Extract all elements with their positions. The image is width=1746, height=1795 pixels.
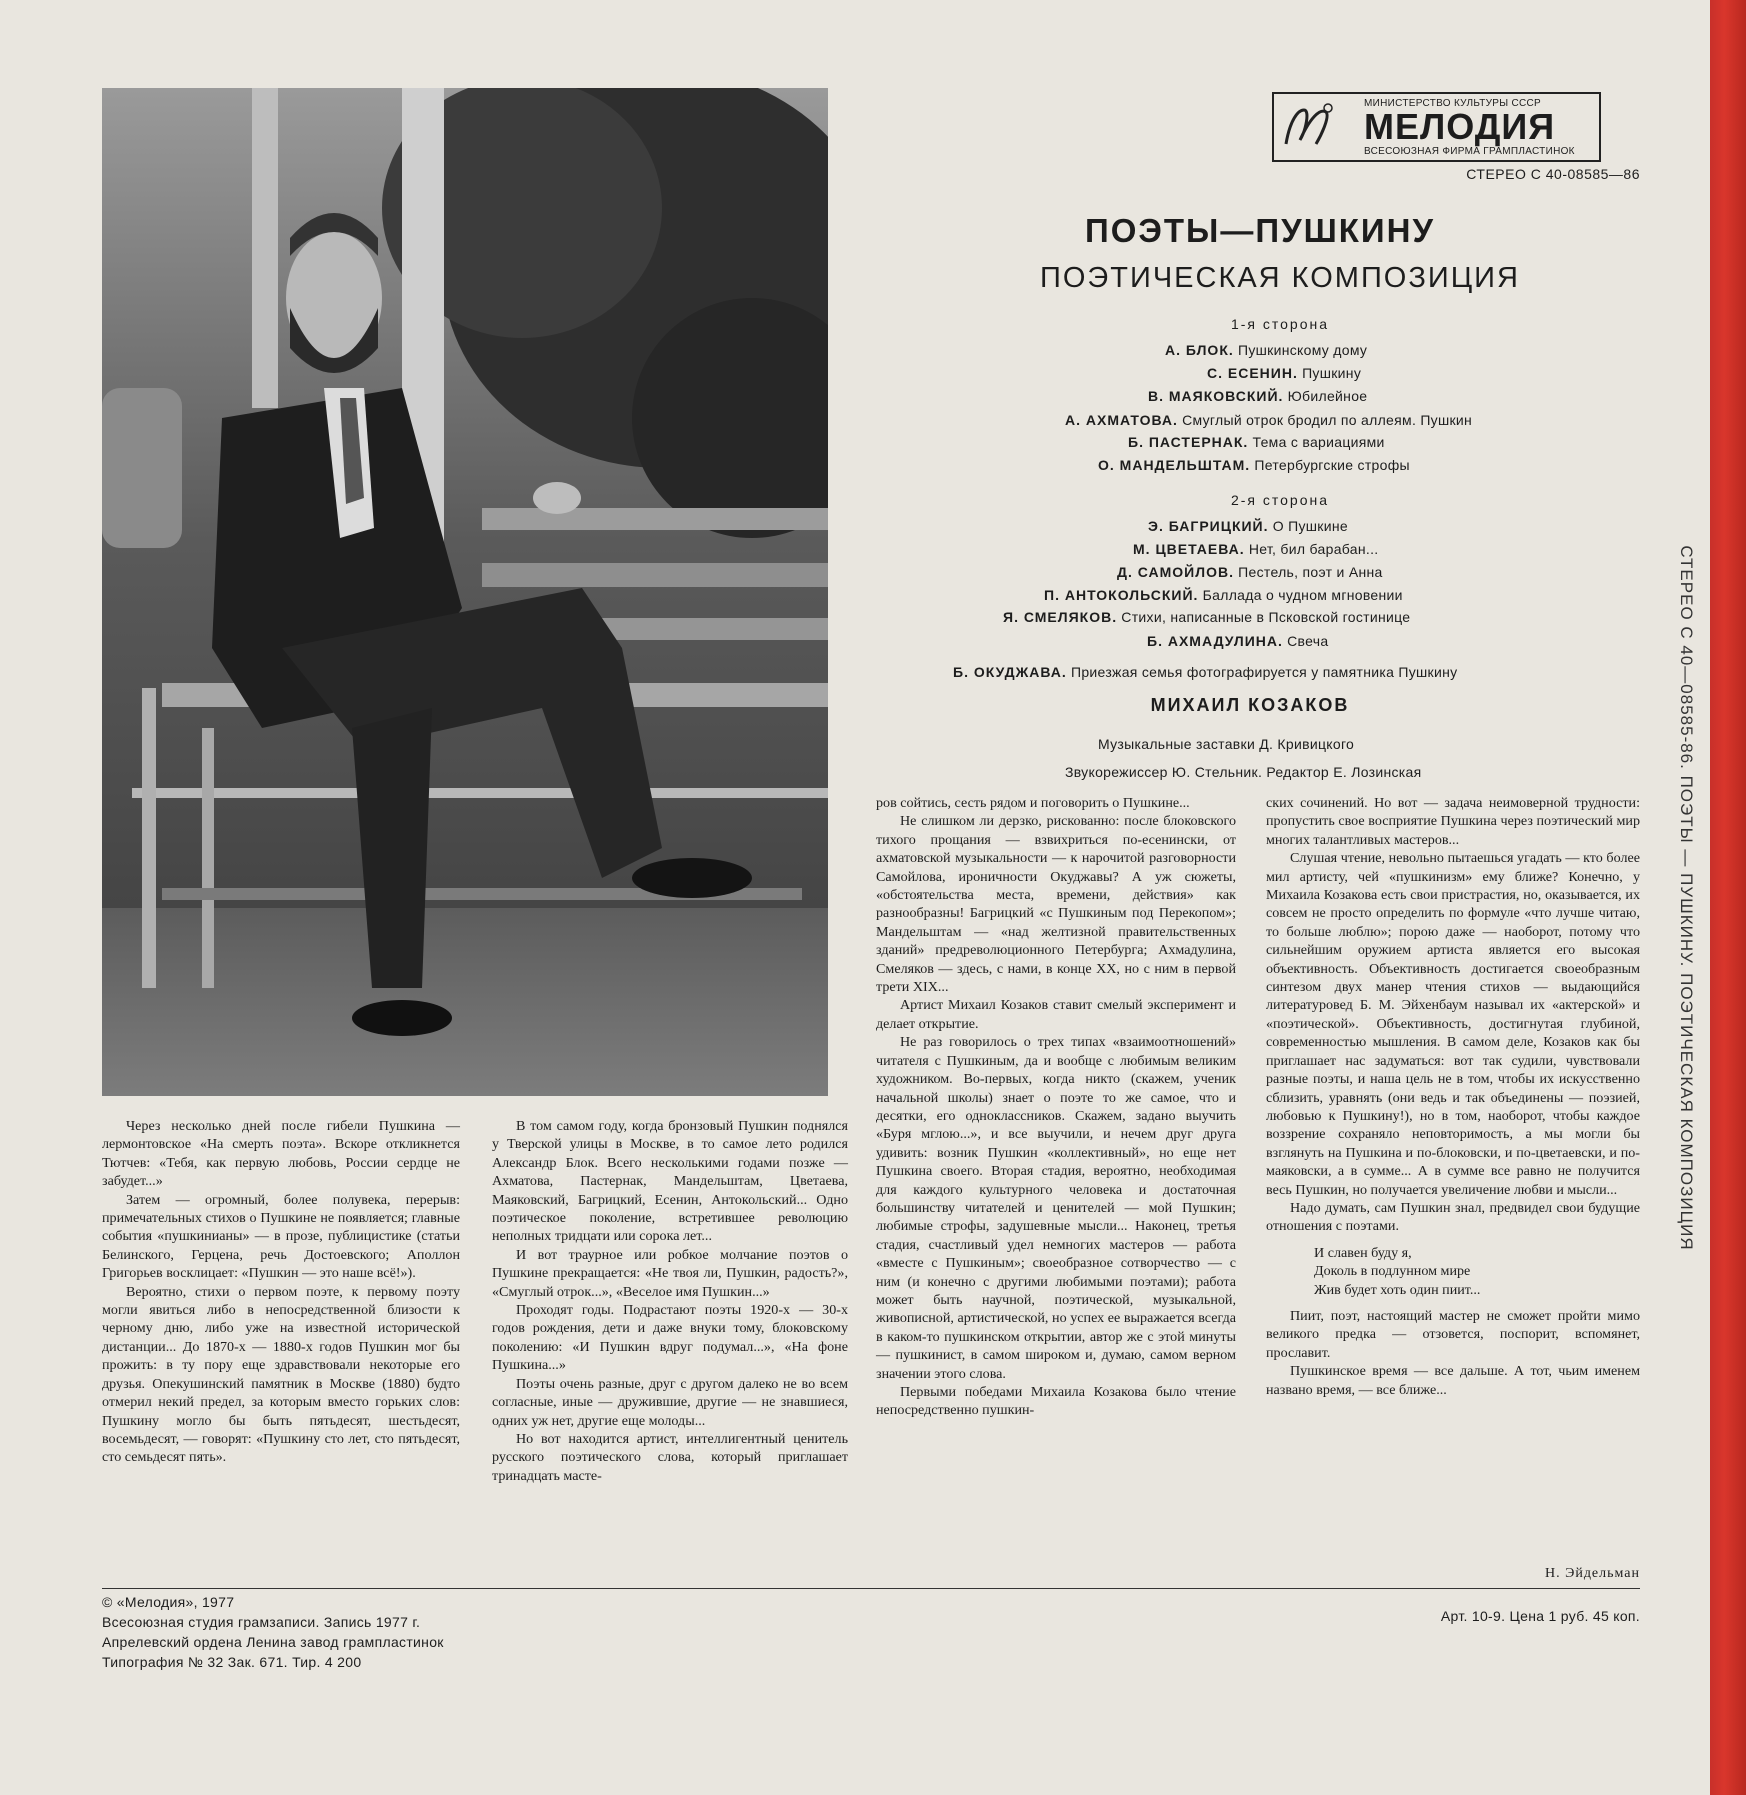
sleeve-spine (1662, 0, 1710, 1795)
portrait-photo (102, 88, 828, 1096)
spine-text: СТЕРЕО С 40—08585-86. ПОЭТЫ — ПУШКИНУ. ПОЭТИЧЕСКАЯ КОМПОЗИЦИЯ (1677, 544, 1696, 1251)
album-title: ПОЭТЫ—ПУШКИНУ (1085, 212, 1435, 249)
side1-track: В. МАЯКОВСКИЙ. Юбилейное (1148, 388, 1368, 404)
essay-column-1: Через несколько дней после гибели Пушкина — лермонтовское «На смерть поэта». Вскоре откликнется Тютчев: «Тебя, как первую любовь, России сердце не забудет...» Затем — огромный, более полувека, перерыв: примечательных стихов о Пушкине не появляется; главные события «пушкинианы» — в прозе, публицистике (статьи Белинского, Герцена, речь Достоевского; Аполлон Григорьев восклицает: «Пушкин — это наше всё!»). Вероятно, стихи о первом поэте, к первому поэту могли явиться либо в непосредственной близости к черному дню, либо уже на известной исторической дистанции... До 1870-х — 1880-х годов Пушкин мог бы прожить: в ту пору еще здравствовали некоторые его друзья. Опекушинский памятник в Москве (1880) будто отмерил некий предел, за которым вместо горьких слов: Пушкину могло бы быть пятьдесят, шестьдесят, восемьдесят, — говорят: «Пушкину сто лет, сто пятьдесят, сто семьдесят пять». (102, 1118, 460, 1466)
side2-track: М. ЦВЕТАЕВА. Нет, бил барабан... (1133, 541, 1379, 557)
essay-column-2: В том самом году, когда бронзовый Пушкин поднялся у Тверской улицы в Москве, в то самое лето родился Александр Блок. Всего несколькими годами позже — Ахматова, Пастернак, Мандельштам, Цветаева, Маяковский, Багрицкий, Есенин, Антокольский... Одно поэтическое поколение, встретившее революцию неполных тридцати или сорока лет... И вот траурное или робкое молчание поэтов о Пушкине прекращается: «Не твоя ли, Пушкин, радость?», «Смуглый отрок...», «Веселое имя Пушкин...» Проходят годы. Подрастают поэты 1920-х — 30-х годов рождения, дети и даже внуки тому, блоковскому поколению: «И Пушкин вдруг подумал...», «На фоне Пушкина...» Поэты очень разные, друг с другом далеко не во всем согласные, иные — дружившие, другие — не знавшиеся, одних уж нет, другие еще молоды... Но вот находится артист, интеллигентный ценитель русского поэтического слова, который приглашает тринадцать масте- (492, 1118, 848, 1484)
side1-heading: 1-я сторона (1230, 316, 1330, 332)
catalog-number: СТЕРЕО С 40-08585—86 (1466, 166, 1640, 182)
logo-firm-text: ВСЕСОЮЗНАЯ ФИРМА ГРАМПЛАСТИНОК (1364, 146, 1575, 157)
side2-track: П. АНТОКОЛЬСКИЙ. Баллада о чудном мгновении (1044, 587, 1403, 603)
side2-track: Б. АХМАДУЛИНА. Свеча (1147, 633, 1329, 649)
side1-track: С. ЕСЕНИН. Пушкину (1207, 365, 1362, 381)
melodiya-emblem-icon (1280, 100, 1334, 152)
side2-track: Э. БАГРИЦКИЙ. О Пушкине (1148, 518, 1348, 534)
poem-line: И славен буду я, (1314, 1244, 1412, 1261)
logo-name: МЕЛОДИЯ (1364, 106, 1556, 147)
essay-column-3: ров сойтись, сесть рядом и поговорить о Пушкине... Не слишком ли дерзко, рискованно: после блоковского тихого прощания — взвихриться по-есенински, от ахматовской музыкальности — к нарочитой разговорности Самойлова, ироничности Окуджавы? А уж сюжеты, «обстоятельства места, времени, действия» как разнообразны! Багрицкий «с Пушкиным под Перекопом»; Мандельштам — «над желтизной правительственных зданий» предреволюционного Петербурга; Ахмадулина, Смеляков — здесь, с нами, в конце XX, но с ним в первой трети XIX... Артист Михаил Козаков ставит смелый эксперимент и делает открытие. Не раз говорилось о трех типах «взаимоотношений» читателя с Пушкиным, да и вообще с любимым великим художником. Во-первых, когда никто (скажем, ученик начальной школы) знает о поэте то же самое, что и десятки, его одноклассников. Скажем, задано выучить «Буря мглою...», и все выучили, и нечем друг друга удивить: возник Пушкин «коллективный», но еще нет Пушкина своего. Вторая стадия, вероятно, необходимая для каждого культурного человека и достаточная большинству читателей и ценителей — мой Пушкин; любимые строфы, задушевные мысли... Наконец, третья стадия, счастливый удел немногих мастеров — работа «вместе с Пушкиным»; своеобразное сотворчество — с ним (и конечно с другими любимыми поэтами); работа может быть научной, поэтической, музыкальной, живописной, артистической, но успех ее выражается всегда в каком-то пушкинском открытии, автор же с этой минуты — пушкинист, в самом широком и, думаю, самом верном значении этого слова. Первыми победами Михаила Козакова было чтение непосредственно пушкин- (876, 795, 1236, 1419)
side2-track: Б. ОКУДЖАВА. Приезжая семья фотографируется у памятника Пушкину (953, 664, 1458, 680)
performer-name: МИХАИЛ КОЗАКОВ (1150, 695, 1350, 715)
logo-ministry-text: МИНИСТЕРСТВО КУЛЬТУРЫ СССР (1364, 98, 1542, 109)
side1-track: А. БЛОК. Пушкинскому дому (1165, 342, 1368, 358)
imprint-line: Типография № 32 Зак. 671. Тир. 4 200 (102, 1654, 362, 1670)
album-subtitle: ПОЭТИЧЕСКАЯ КОМПОЗИЦИЯ (1040, 262, 1520, 294)
side2-heading: 2-я сторона (1230, 492, 1330, 508)
red-edge-strip (1710, 0, 1746, 1795)
side1-track: О. МАНДЕЛЬШТАМ. Петербургские строфы (1098, 457, 1410, 473)
essay-signature: Н. Эйдельман (1544, 1566, 1640, 1581)
side2-track: Я. СМЕЛЯКОВ. Стихи, написанные в Псковской гостинице (1003, 609, 1411, 625)
side1-track: Б. ПАСТЕРНАК. Тема с вариациями (1128, 434, 1385, 450)
crew-credit: Звукорежиссер Ю. Стельник. Редактор Е. Лозинская (1065, 764, 1422, 780)
copyright-line: © «Мелодия», 1977 (102, 1594, 235, 1610)
poem-line: Жив будет хоть один пиит... (1314, 1281, 1481, 1298)
poem-line: Доколь в подлунном мире (1314, 1263, 1471, 1280)
essay-column-4: ских сочинений. Но вот — задача неимоверной трудности: пропустить свое восприятие Пушкина через поэтический мир многих талантливых мастеров... Слушая чтение, невольно пытаешься угадать — кто более мил артисту, чей «пушкинизм» ему ближе? Конечно, у Михаила Козакова есть свои пристрастия, но, оказывается, их совсем не просто определить по формуле «что лучше читаю, то больше люблю»; порою даже — наоборот, потому что сильнейшим оружием артиста является его высокая объективность. Объективность достигается своеобразным синтезом двух манер чтения стихов — выдающийся литературовед Б. М. Эйхенбаум называл их «актерской» и «поэтической». Объективность, достигнутая глубиной, современностью мышления. В самом деле, Козаков как бы приглашает нас задуматься: вот так судили, чувствовали разные поэты, и наша цель не в том, чтобы их искусственно сблизить, уравнять (они ведь и так объединены — поэзией, любовью к Пушкину!), но в том, наоборот, чтобы каждое воззрение сохраняло неповторимость, а мы могли бы взглянуть на Пушкина и по-блоковски, и по-цветаевски, и по-маяковски, а в сумме... А в сумме все равно не получится весь Пушкин, но получается увеличение любви и мысли... Надо думать, сам Пушкин знал, предвидел свои будущие отношения с поэтами. И славен буду я, Доколь в подлунном мире Жив будет хоть один пиит... Пиит, поэт, настоящий мастер не сможет пройти мимо великого предка — отзовется, поспорит, вспомянет, прославит. Пушкинское время — все дальше. А тот, чьим именем названо время, — все ближе... (1266, 795, 1640, 1398)
price-line: Арт. 10-9. Цена 1 руб. 45 коп. (1440, 1608, 1640, 1624)
footer-divider (102, 1588, 1640, 1589)
side2-track: Д. САМОЙЛОВ. Пестель, поэт и Анна (1117, 564, 1383, 580)
side1-track: А. АХМАТОВА. Смуглый отрок бродил по аллеям. Пушкин (1065, 412, 1473, 428)
imprint-line: Всесоюзная студия грамзаписи. Запись 1977 г. (102, 1614, 421, 1630)
melodiya-logo (1272, 92, 1601, 162)
portrait-illustration (102, 88, 828, 1096)
imprint-line: Апрелевский ордена Ленина завод грампластинок (102, 1634, 444, 1650)
music-credit: Музыкальные заставки Д. Кривицкого (1098, 736, 1355, 752)
